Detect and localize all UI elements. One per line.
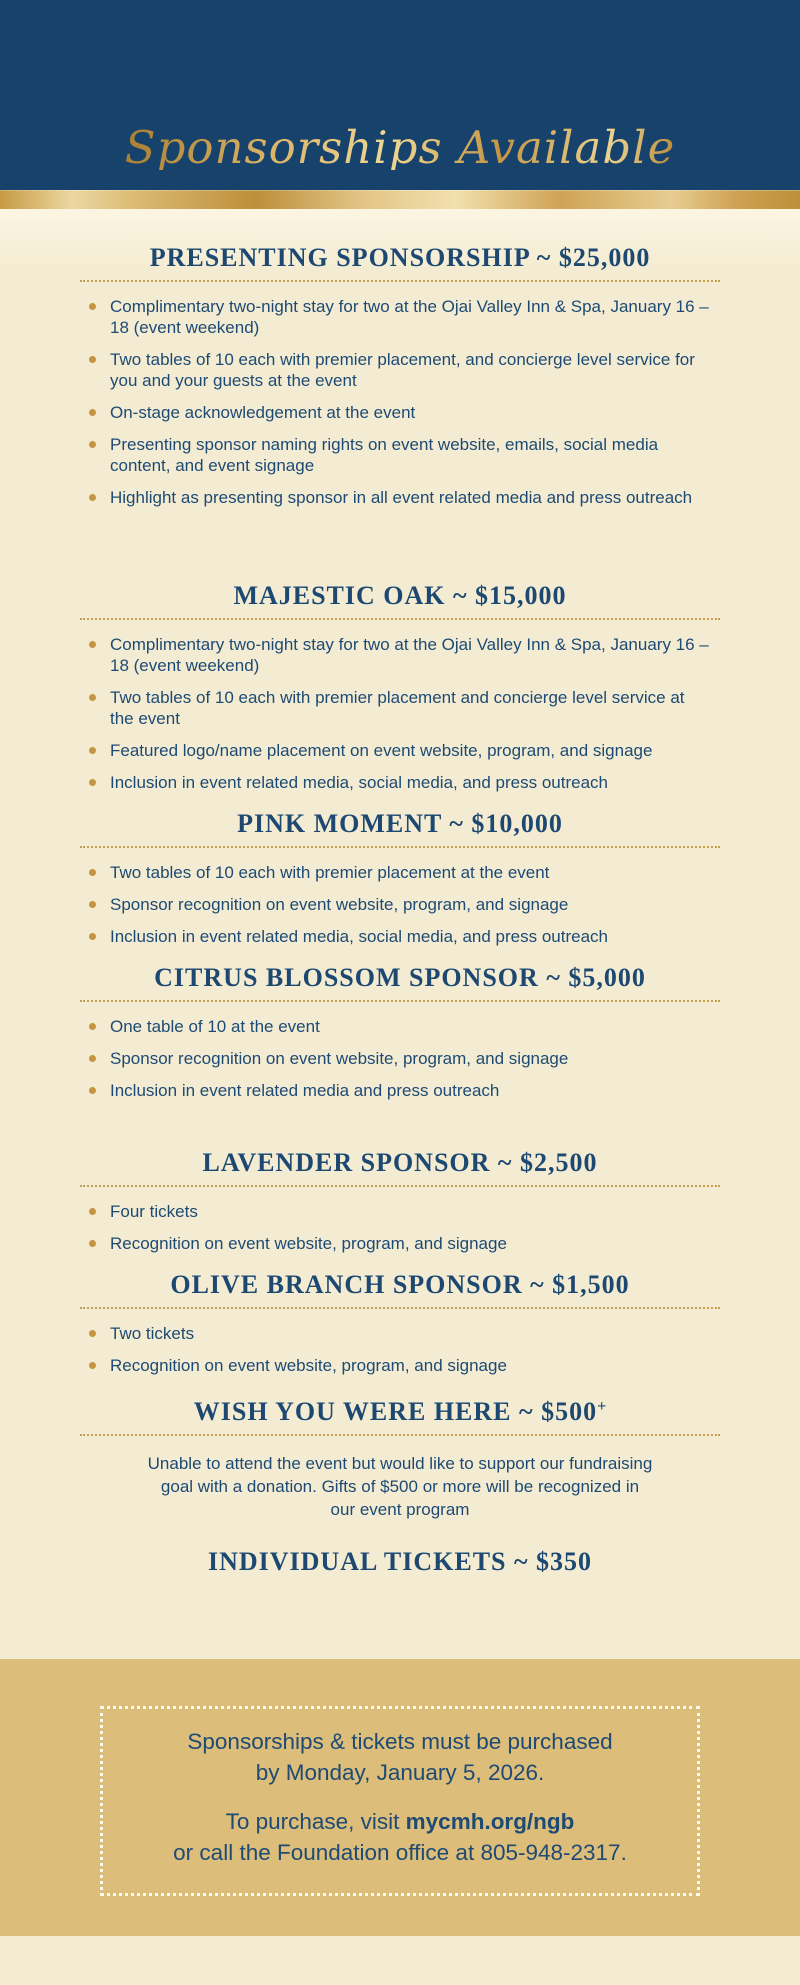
bullet-icon: [89, 1362, 96, 1369]
benefit-list: [80, 634, 720, 793]
benefit-item: Complimentary two-night stay for two at the Ojai Valley Inn & Spa, January 16 – 18 (event weekend): [80, 634, 720, 676]
benefit-item: Sponsor recognition on event website, program, and signage: [80, 894, 720, 915]
benefit-item: Two tickets: [80, 1323, 720, 1344]
section-title: [80, 1272, 720, 1298]
section-price: $25,000: [558, 243, 651, 272]
title-separator: ~: [441, 809, 472, 838]
benefit-item: Two tables of 10 each with premier placement, and concierge level service for you and your guests at the event: [80, 349, 720, 391]
benefit-item: Inclusion in event related media, social media, and press outreach: [80, 772, 720, 793]
footer-banner: [0, 1659, 800, 1936]
benefit-item: Four tickets: [80, 1201, 720, 1222]
bullet-icon: [89, 641, 96, 648]
section-price: $1,500: [552, 1270, 630, 1299]
purchase-prefix: To purchase, visit: [225, 1809, 406, 1834]
section-title: [80, 1549, 720, 1575]
title-separator: ~: [511, 1397, 542, 1426]
bullet-icon: [89, 779, 96, 786]
page-title: Sponsorships Available: [124, 121, 676, 174]
dotted-divider: [80, 280, 720, 282]
sponsorship-section: [80, 1394, 720, 1521]
bullet-icon: [89, 1023, 96, 1030]
title-separator: ~: [445, 581, 476, 610]
header-banner: [0, 0, 800, 190]
benefit-item: Two tables of 10 each with premier placement and concierge level service at the event: [80, 687, 720, 729]
dotted-divider: [80, 618, 720, 620]
dotted-divider: [80, 846, 720, 848]
deadline-line-2: by Monday, January 5, 2026.: [255, 1760, 545, 1785]
benefit-list: [80, 1201, 720, 1254]
title-separator: ~: [529, 243, 559, 272]
section-name: CITRUS BLOSSOM SPONSOR: [154, 963, 539, 992]
bullet-icon: [89, 441, 96, 448]
benefit-item: Recognition on event website, program, and signage: [80, 1355, 720, 1376]
benefit-list: [80, 1016, 720, 1101]
purchase-info-box: [100, 1706, 700, 1896]
deadline-text: [127, 1726, 673, 1788]
section-price: $350: [536, 1547, 593, 1576]
bullet-icon: [89, 747, 96, 754]
benefit-item: Inclusion in event related media and press outreach: [80, 1080, 720, 1101]
bullet-icon: [89, 356, 96, 363]
bullet-icon: [89, 409, 96, 416]
section-name: OLIVE BRANCH SPONSOR: [170, 1270, 523, 1299]
bullet-icon: [89, 869, 96, 876]
dotted-divider: [80, 1307, 720, 1309]
section-name: MAJESTIC OAK: [233, 581, 446, 610]
sponsorship-section: [80, 583, 720, 793]
section-price: $10,000: [471, 809, 563, 838]
section-title: [80, 583, 720, 609]
section-title: [80, 1150, 720, 1176]
section-price: $15,000: [475, 581, 567, 610]
bullet-icon: [89, 1208, 96, 1215]
title-separator: ~: [506, 1547, 537, 1576]
section-title: [80, 245, 720, 271]
deadline-line-1: Sponsorships & tickets must be purchased: [187, 1729, 613, 1754]
sponsorship-section: [80, 811, 720, 947]
bullet-icon: [89, 933, 96, 940]
section-price: $500: [541, 1397, 598, 1426]
bullet-icon: [89, 494, 96, 501]
purchase-line-2: or call the Foundation office at 805-948-2317.: [173, 1840, 627, 1865]
section-title: [80, 1394, 720, 1425]
bullet-icon: [89, 1087, 96, 1094]
purchase-url: mycmh.org/ngb: [405, 1809, 575, 1834]
title-separator: ~: [538, 963, 569, 992]
section-name: LAVENDER SPONSOR: [202, 1148, 491, 1177]
section-title: [80, 811, 720, 837]
benefit-item: Highlight as presenting sponsor in all event related media and press outreach: [80, 487, 720, 508]
title-separator: ~: [522, 1270, 553, 1299]
dotted-divider: [80, 1434, 720, 1436]
sponsorship-section: [80, 965, 720, 1101]
price-plus-suffix: +: [597, 1398, 607, 1415]
title-separator: ~: [490, 1148, 520, 1177]
benefit-item: On-stage acknowledgement at the event: [80, 402, 720, 423]
bullet-icon: [89, 901, 96, 908]
sponsorship-section: [80, 1150, 720, 1254]
sponsorship-section: [80, 1549, 720, 1575]
benefit-list: [80, 296, 720, 508]
sponsorship-section: [80, 245, 720, 508]
section-name: WISH YOU WERE HERE: [193, 1397, 512, 1426]
section-name: PRESENTING SPONSORSHIP: [149, 243, 530, 272]
benefit-item: Inclusion in event related media, social media, and press outreach: [80, 926, 720, 947]
benefit-list: [80, 862, 720, 947]
section-price: $2,500: [519, 1148, 598, 1177]
sponsorship-section: [80, 1272, 720, 1376]
benefit-item: Presenting sponsor naming rights on event website, emails, social media content, and event signage: [80, 434, 720, 476]
bullet-icon: [89, 303, 96, 310]
dotted-divider: [80, 1185, 720, 1187]
bullet-icon: [89, 1330, 96, 1337]
bullet-icon: [89, 1240, 96, 1247]
sponsorship-list: [0, 209, 800, 1659]
section-price: $5,000: [568, 963, 646, 992]
donation-note: Unable to attend the event but would like to support our fundraising goal with a donation. Gifts of $500 or more will be recognized in our event program: [147, 1454, 653, 1519]
benefit-item: Two tables of 10 each with premier placement at the event: [80, 862, 720, 883]
section-name: INDIVIDUAL TICKETS: [207, 1547, 507, 1576]
benefit-list: [80, 1323, 720, 1376]
benefit-item: Featured logo/name placement on event website, program, and signage: [80, 740, 720, 761]
section-name: PINK MOMENT: [237, 809, 442, 838]
benefit-item: One table of 10 at the event: [80, 1016, 720, 1037]
bullet-icon: [89, 694, 96, 701]
benefit-item: Recognition on event website, program, and signage: [80, 1233, 720, 1254]
benefit-item: Complimentary two-night stay for two at the Ojai Valley Inn & Spa, January 16 – 18 (event weekend): [80, 296, 720, 338]
dotted-divider: [80, 1000, 720, 1002]
section-title: [80, 965, 720, 991]
bullet-icon: [89, 1055, 96, 1062]
purchase-text: [127, 1806, 673, 1868]
gold-divider: [0, 190, 800, 209]
benefit-item: Sponsor recognition on event website, program, and signage: [80, 1048, 720, 1069]
